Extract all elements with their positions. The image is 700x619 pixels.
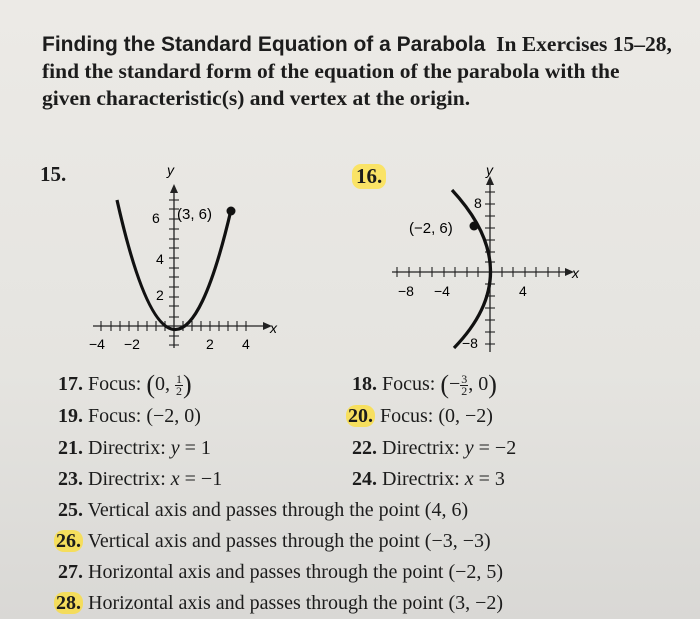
y-axis-label: y (167, 162, 174, 178)
y-axis-arrow (170, 184, 178, 193)
exercise-17: 17. Focus: (0, $\frac{1}{2}$ ) (58, 370, 192, 399)
exercise-28: 28. Horizontal axis and passes through the point (3, −2) (56, 592, 504, 614)
instructions-lead: In (496, 32, 517, 56)
exercise-21: 21. Directrix: y = 1 (58, 437, 211, 459)
instructions-text: Exercises 15–28, find the standard form of the equation of the parabola with the given characteristic(s) and vertex at the origin. (42, 32, 672, 110)
exercise-25: 25. Vertical axis and passes through the point (4, 6) (58, 499, 469, 521)
exercise-heading (42, 31, 672, 112)
point-3-6 (227, 207, 236, 216)
x-tick-label: 4 (242, 336, 250, 352)
x-axis-label: x (572, 265, 579, 281)
x-tick-label: −4 (434, 283, 450, 299)
point-neg2-6 (470, 222, 479, 231)
y-tick-label: −8 (462, 335, 478, 351)
highlight-mark: 26. (56, 530, 81, 552)
point-label: (−2, 6) (409, 220, 453, 237)
y-axis-label: y (486, 162, 493, 178)
parabola-16 (452, 190, 491, 348)
graph-16 (385, 160, 585, 360)
x-tick-label: 2 (206, 336, 214, 352)
graph-15 (82, 160, 282, 355)
x-axis-label: x (270, 320, 277, 336)
y-tick-label: 4 (156, 251, 164, 267)
x-tick-label: 4 (519, 283, 527, 299)
exercise-20: 20. Focus: (0, −2) (348, 405, 493, 427)
point-label: (3, 6) (177, 206, 213, 223)
exercise-26: 26. Vertical axis and passes through the point (−3, −3) (56, 530, 491, 552)
x-tick-label: −4 (89, 336, 105, 352)
x-tick-label: −8 (398, 283, 414, 299)
exercise-18: 18. Focus: (− $\frac{3}{2}$ , 0) (352, 370, 497, 399)
y-tick-label: 6 (152, 210, 160, 226)
section-title: Finding the Standard Equation of a Parabola (42, 33, 486, 56)
exercise-24: 24. Directrix: x = 3 (352, 468, 505, 490)
y-tick-label: 8 (474, 195, 482, 211)
x-tick-label: −2 (124, 336, 140, 352)
exercise-15-number: 15. (40, 162, 67, 186)
exercise-23: 23. Directrix: x = −1 (58, 468, 223, 490)
exercise-16-number: 16. (352, 164, 386, 189)
grid-ticks (397, 192, 559, 344)
exercise-22: 22. Directrix: y = −2 (352, 437, 517, 459)
y-tick-label: 2 (156, 287, 164, 303)
highlight-mark: 20. (348, 405, 373, 427)
exercise-27: 27. Horizontal axis and passes through the point (−2, 5) (58, 561, 504, 583)
exercise-19: 19. Focus: (−2, 0) (58, 405, 201, 427)
highlight-mark: 28. (56, 592, 81, 614)
